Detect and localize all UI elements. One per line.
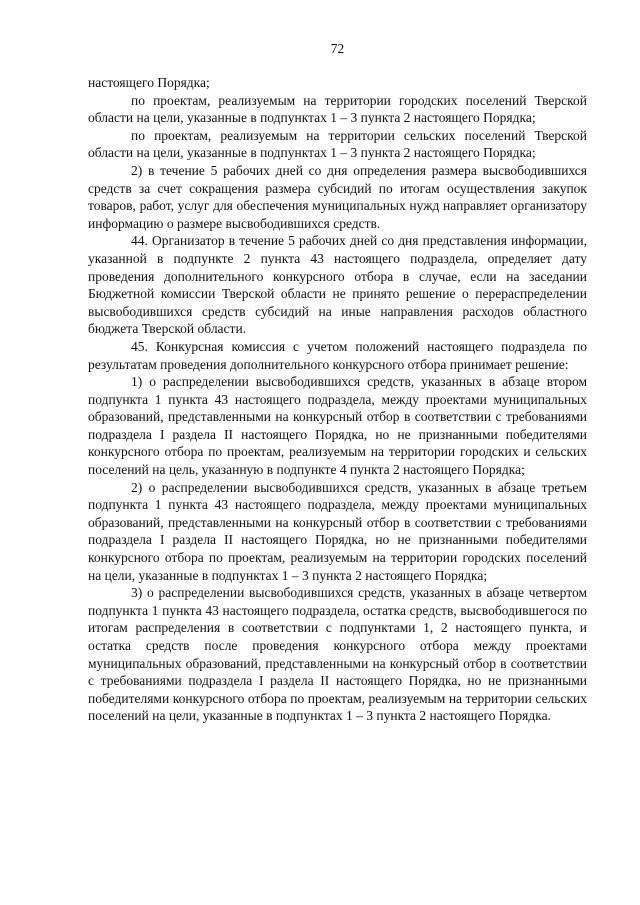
paragraph-urban-settlements: по проектам, реализуемым на территории городских поселений Тверской области на цели, указанные в подпунктах 1 – 3 пункта 2 настоящего Порядка; <box>88 92 587 126</box>
paragraph-rural-settlements: по проектам, реализуемым на территории сельских поселений Тверской области на цели, указанные в подпунктах 1 – 3 пункта 2 настоящего Порядка; <box>88 127 587 161</box>
paragraph-continuation: настоящего Порядка; <box>88 75 210 90</box>
paragraph-44: 44. Организатор в течение 5 рабочих дней со дня представления информации, указанной в подпункте 2 пункта 43 настоящего подраздела, определяет дату проведения дополнительного конкурсного отбора в случае, если на заседании Бюджетной комиссии Тверской области не принято решение о перераспределении высвободившихся средств субсидий на иные направления расходов областного бюджета Тверской области. <box>88 233 587 337</box>
paragraph-45-item-1: 1) о распределении высвободившихся средств, указанных в абзаце втором подпункта 1 пункта 43 настоящего подраздела, между проектами муниципальных образований, представленными на конкурсный отбор в соответствии с требованиями подраздела I раздела II настоящего Порядка, но не признанными победителями конкурсного отбора по проектам, реализуемым на территории городских и сельских поселений на цель, указанную в подпункте 4 пункта 2 настоящего Порядка; <box>88 374 587 478</box>
paragraph-45: 45. Конкурсная комиссия с учетом положений настоящего подраздела по результатам проведения дополнительного конкурсного отбора принимает решение: <box>88 338 587 372</box>
paragraph-45-item-3: 3) о распределении высвободившихся средств, указанных в абзаце четвертом подпункта 1 пункта 43 настоящего подраздела, остатка средств, высвободившегося по итогам распределения в соответствии с подпунктами 1, 2 настоящего пункта, и остатка средств после проведения конкурсного отбора между проектами муниципальных образований, представленными на конкурсный отбор в соответствии с требованиями подраздела I раздела II настоящего Порядка, но не признанными победителями конкурсного отбора по проектам, реализуемым на территории сельских поселений на цели, указанные в подпунктах 1 – 3 пункта 2 настоящего Порядка. <box>88 585 587 724</box>
document-body <box>88 74 587 725</box>
paragraph-45-item-2: 2) о распределении высвободившихся средств, указанных в абзаце третьем подпункта 1 пункта 43 настоящего подраздела, между проектами муниципальных образований, представленными на конкурсный отбор в соответствии с требованиями подраздела I раздела II настоящего Порядка, но не признанными победителями конкурсного отбора по проектам, реализуемым на территории городских поселений на цели, указанные в подпунктах 1 – 3 пункта 2 настоящего Порядка; <box>88 479 587 583</box>
page-number: 72 <box>330 41 345 56</box>
paragraph-item-2: 2) в течение 5 рабочих дней со дня определения размера высвободившихся средств за счет сокращения размера субсидий по итогам осуществления закупок товаров, работ, услуг для обеспечения муниципальных нужд направляет организатору информацию о размере высвободившихся средств. <box>88 162 587 231</box>
